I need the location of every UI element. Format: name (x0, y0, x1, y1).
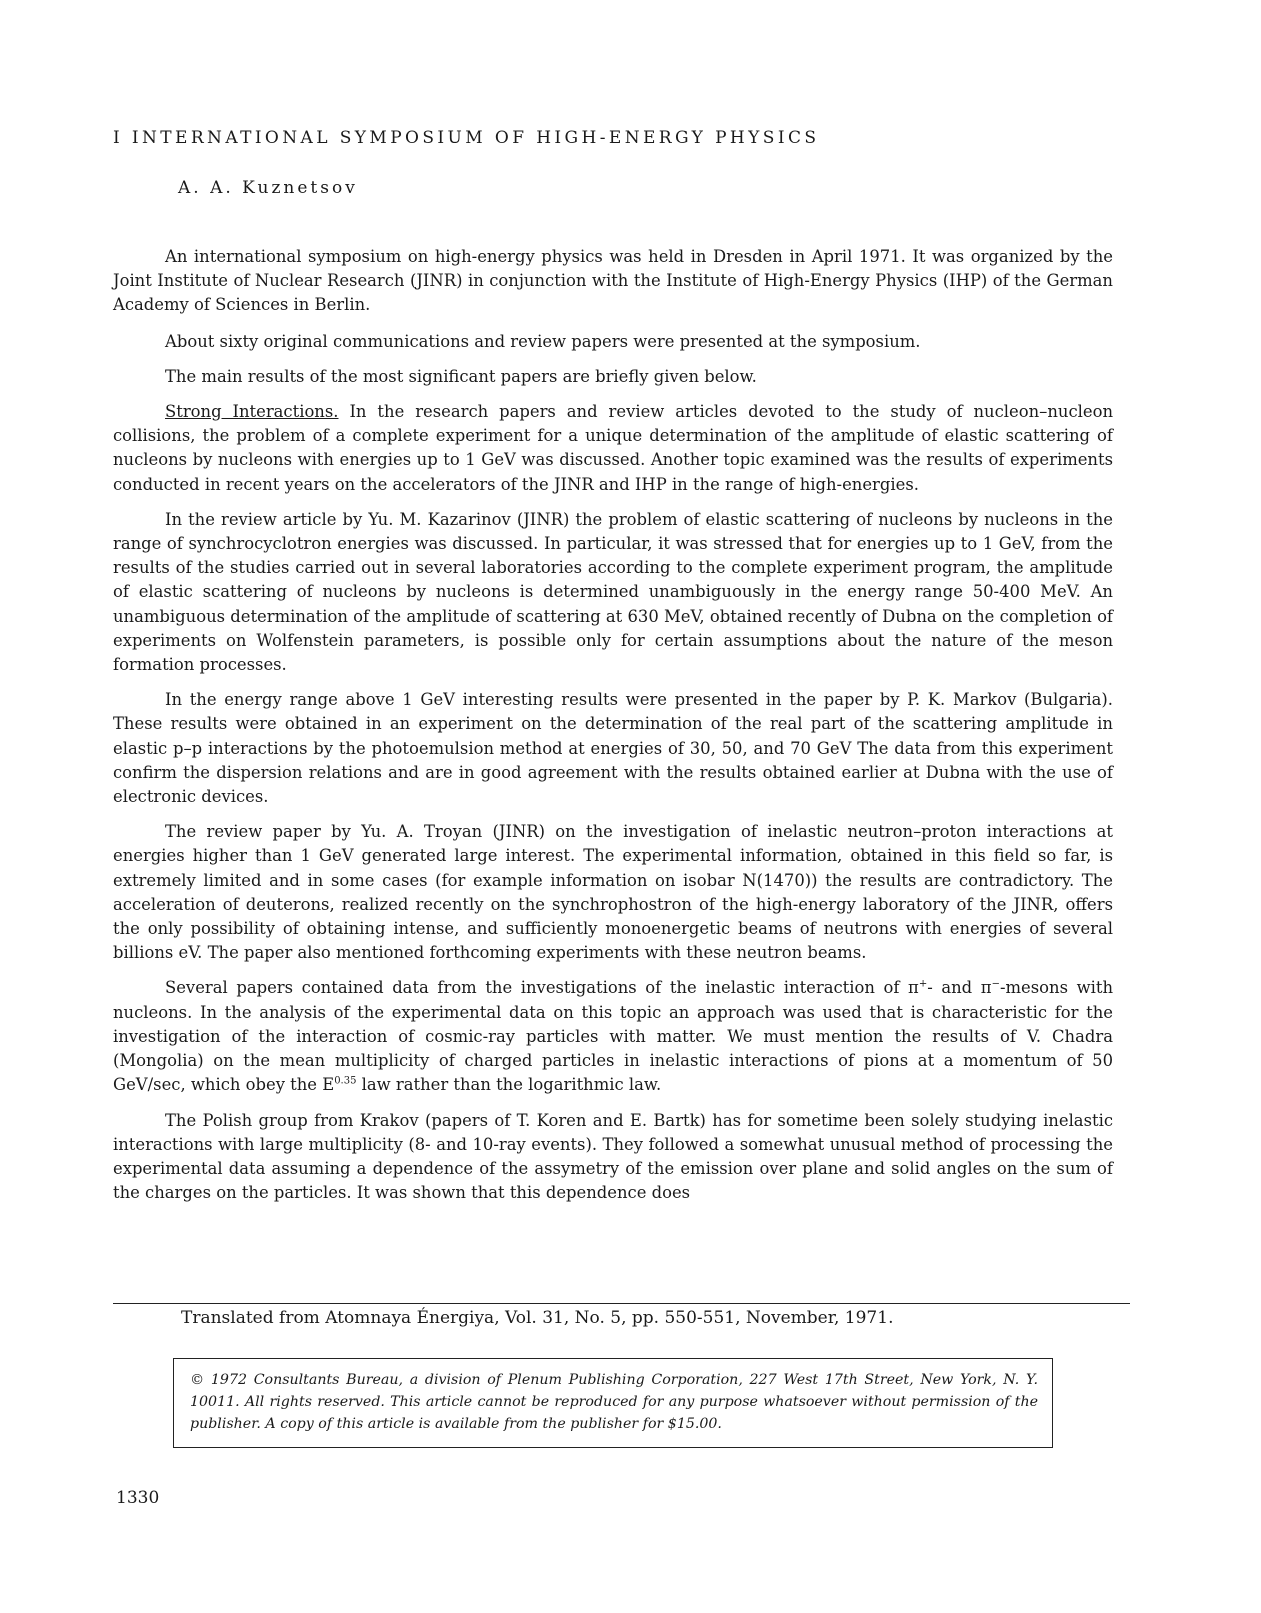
pion-text-d: law rather than the logarithmic law. (356, 1075, 662, 1095)
footnote-divider (113, 1303, 1130, 1304)
paragraph-markov: In the energy range above 1 GeV interesting results were presented in the paper by P. K. Markov (Bulgaria). These results were obtained in an experiment on the determination of the real part of the scattering amplitude in elastic p–p interactions by the photoemulsion method at energies of 30, 50, and 70 GeV The data from this experiment confirm the dispersion relations and are in good agreement with the results obtained earlier at Dubna with the use of electronic devices. (113, 690, 1113, 807)
pion-text-b: - and π (927, 978, 992, 998)
pion-text-c: -mesons with nucleons. In the analysis of the experimental data on this topic an approach was used that is characteristic for the investigation of the interaction of cosmic-ray particles with matter. We must mention the results of V. Chadra (Mongolia) on the mean multiplicity of charged particles in inelastic interactions of pions at a momentum of 50 GeV/sec, which obey the E (113, 978, 1113, 1095)
paragraph-communications: About sixty original communications and review papers were presented at the symposium. (165, 331, 921, 351)
pion-charge-minus: − (991, 979, 1000, 991)
section-lead-strong-interactions: Strong Interactions. (165, 402, 339, 422)
paragraph-pion-mesons (113, 976, 1113, 1097)
paragraph-strong-interactions-text: In the research papers and review articles devoted to the study of nucleon–nucleon collisions, the problem of a complete experiment for a unique determination of the amplitude of elastic scattering of nucleons by nucleons with energies up to 1 GeV was discussed. Another topic examined was the results of experiments conducted in recent years on the accelerators of the JINR and IHP in the range of high-energies. (113, 402, 1114, 494)
page-number: 1330 (116, 1488, 160, 1508)
paragraph-strong-interactions (113, 400, 1113, 497)
author-name: A. A. Kuznetsov (178, 178, 358, 198)
energy-exponent: 0.35 (334, 1075, 357, 1087)
paragraph-kazarinov: In the review article by Yu. M. Kazarinov (JINR) the problem of elastic scattering of nucleons by nucleons in the range of synchrocyclotron energies was discussed. In particular, it was stressed that for energies up to 1 GeV, from the results of the studies carried out in several laboratories according to the complete experiment program, the amplitude of elastic scattering of nucleons by nucleons is determined unambiguously in the energy range 50-400 MeV. An unambiguous determination of the amplitude of scattering at 630 MeV, obtained recently of Dubna on the completion of experiments on Wolfenstein parameters, is possible only for certain assumptions about the nature of the meson formation processes. (113, 509, 1114, 675)
copyright-notice: © 1972 Consultants Bureau, a division of Plenum Publishing Corporation, 227 West 17th Street, New York, N. Y. 10011. All rights reserved. This article cannot be reproduced for any purpose whatsoever without permission of the publisher. A copy of this article is available from the publisher for $15.00. (173, 1358, 1053, 1448)
paragraph-troyan: The review paper by Yu. A. Troyan (JINR) on the investigation of inelastic neutron–proton interactions at energies higher than 1 GeV generated large interest. The experimental information, obtained in this field so far, is extremely limited and in some cases (for example information on isobar N(1470)) the results are contradictory. The acceleration of deuterons, realized recently on the synchrophostron of the high-energy laboratory of the JINR, offers the only possibility of obtaining intense, and sufficiently monoenergetic beams of neutrons with energies of several billions eV. The paper also mentioned forthcoming experiments with these neutron beams. (113, 822, 1113, 963)
paragraph-intro: An international symposium on high-energy physics was held in Dresden in April 1971. It was organized by the Joint Institute of Nuclear Research (JINR) in conjunction with the Institute of High-Energy Physics (IHP) of the German Academy of Sciences in Berlin. (113, 247, 1113, 315)
pion-text-a: Several papers contained data from the investigations of the inelastic interaction of π (165, 978, 919, 998)
article-title: I INTERNATIONAL SYMPOSIUM OF HIGH-ENERGY PHYSICS (113, 128, 820, 148)
translation-note: Translated from Atomnaya Énergiya, Vol. 31, No. 5, pp. 550-551, November, 1971. (181, 1308, 894, 1328)
paragraph-polish-group: The Polish group from Krakov (papers of T. Koren and E. Bartk) has for sometime been solely studying inelastic interactions with large multiplicity (8- and 10-ray events). They followed a somewhat unusual method of processing the experimental data assuming a dependence of the assymetry of the emission over plane and solid angles on the sum of the charges on the particles. It was shown that this dependence does (113, 1110, 1113, 1203)
article-body (113, 245, 1113, 1216)
pion-charge-plus: + (918, 979, 928, 991)
paragraph-main-results: The main results of the most significant papers are briefly given below. (165, 366, 757, 386)
